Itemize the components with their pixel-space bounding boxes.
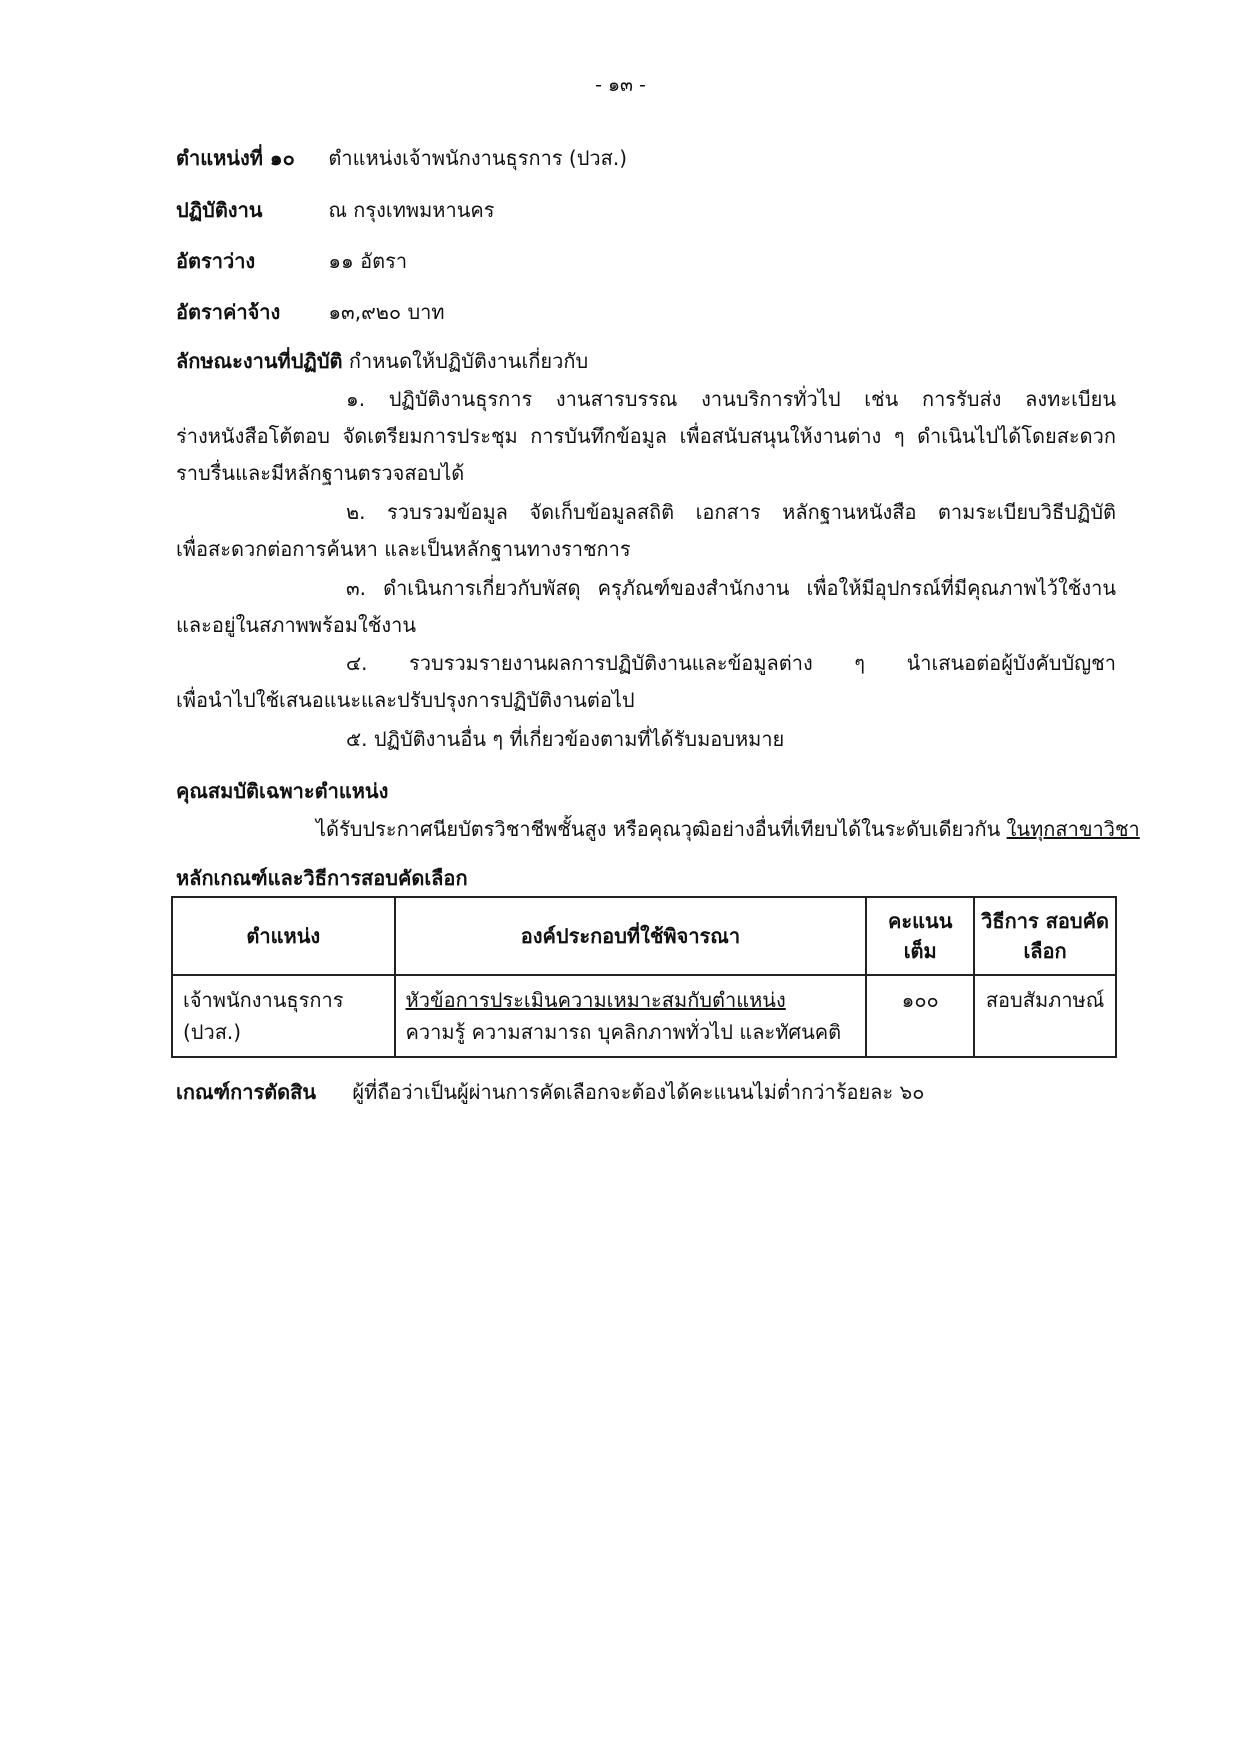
duty-1-line-1: ๑. ปฏิบัติงานธุรการ งานสารบรรณ งานบริการทั่วไป เช่น การรับส่ง ลงทะเบียน: [346, 387, 1116, 411]
passing-row: [176, 1076, 924, 1108]
duties-intro: กำหนดให้ปฏิบัติงานเกี่ยวกับ: [348, 349, 589, 373]
passing-label: เกณฑ์การตัดสิน: [176, 1080, 317, 1104]
table-row: [172, 975, 1116, 1057]
duty-item-4: [176, 645, 1116, 719]
duty-4-line-2: เพื่อนำไปใช้เสนอแนะและปรับปรุงการปฏิบัติงานต่อไป: [176, 688, 635, 712]
cell-position-line-1: เจ้าพนักงานธุรการ: [183, 988, 344, 1012]
qualification-field: ในทุกสาขาวิชา: [1006, 817, 1140, 841]
cell-position: [172, 975, 395, 1057]
cell-components: [395, 975, 867, 1057]
duty-3-line-2: และอยู่ในสภาพพร้อมใช้งาน: [176, 613, 416, 637]
passing-text: ผู้ที่ถือว่าเป็นผู้ผ่านการคัดเลือกจะต้องได้คะแนนไม่ต่ำกว่าร้อยละ ๖๐: [352, 1080, 925, 1104]
qualification-heading: คุณสมบัติเฉพาะตำแหน่ง: [176, 779, 389, 803]
column-header-position: ตำแหน่ง: [172, 897, 395, 975]
duty-1-line-3: ราบรื่นและมีหลักฐานตรวจสอบได้: [176, 461, 465, 485]
duties-heading: ลักษณะงานที่ปฏิบัติ: [176, 349, 343, 373]
criteria-heading: หลักเกณฑ์และวิธีการสอบคัดเลือก: [176, 866, 468, 890]
cell-method: สอบสัมภาษณ์: [974, 975, 1116, 1057]
wage-value: ๑๓,๙๒๐ บาท: [328, 300, 445, 324]
criteria-heading-row: [176, 862, 468, 894]
column-header-components: องค์ประกอบที่ใช้พิจารณา: [395, 897, 867, 975]
qualification-heading-row: [176, 775, 388, 807]
duty-4-line-1: ๔. รวบรวมรายงานผลการปฏิบัติงานและข้อมูลต่าง ๆ นำเสนอต่อผู้บังคับบัญชา: [346, 651, 1116, 675]
workplace-row: [176, 194, 494, 226]
position-row: [176, 142, 627, 174]
wage-label: อัตราค่าจ้าง: [176, 300, 281, 324]
position-value: ตำแหน่งเจ้าพนักงานธุรการ (ปวส.): [328, 146, 627, 170]
page-number: - ๑๓ -: [595, 74, 646, 96]
vacancies-value: ๑๑ อัตรา: [328, 249, 408, 273]
criteria-header-row: [172, 897, 1116, 975]
duty-1-line-2: ร่างหนังสือโต้ตอบ จัดเตรียมการประชุม การบันทึกข้อมูล เพื่อสนับสนุนให้งานต่าง ๆ ดำเนินไปได้โดยสะดวก: [176, 424, 1116, 448]
duty-3-line-1: ๓. ดำเนินการเกี่ยวกับพัสดุ ครุภัณฑ์ของสำนักงาน เพื่อให้มีอุปกรณ์ที่มีคุณภาพไว้ใช้งาน: [346, 576, 1116, 600]
workplace-value: ณ กรุงเทพมหานคร: [328, 198, 495, 222]
duties-heading-row: [176, 345, 588, 377]
criteria-table: [171, 896, 1117, 1058]
duty-item-1: [176, 381, 1116, 492]
qualification-text-row: [316, 813, 1140, 845]
position-label: ตำแหน่งที่ ๑๐: [176, 146, 295, 170]
cell-position-line-2: (ปวส.): [183, 1020, 242, 1044]
wage-row: [176, 296, 445, 328]
duty-item-3: [176, 570, 1116, 644]
qualification-text: ได้รับประกาศนียบัตรวิชาชีพชั้นสูง หรือคุณวุฒิอย่างอื่นที่เทียบได้ในระดับเดียวกัน: [316, 817, 1001, 841]
column-header-full-score: คะแนน เต็ม: [866, 897, 974, 975]
cell-topic-detail: ความรู้ ความสามารถ บุคลิกภาพทั่วไป และทัศนคติ: [405, 1020, 842, 1044]
duty-item-2: [176, 494, 1116, 568]
cell-score: ๑๐๐: [866, 975, 974, 1057]
duty-5-line-1: ๕. ปฏิบัติงานอื่น ๆ ที่เกี่ยวข้องตามที่ได้รับมอบหมาย: [346, 727, 785, 751]
duty-2-line-2: เพื่อสะดวกต่อการค้นหา และเป็นหลักฐานทางราชการ: [176, 537, 631, 561]
cell-topic: หัวข้อการประเมินความเหมาะสมกับตำแหน่ง: [405, 988, 786, 1012]
vacancies-row: [176, 245, 407, 277]
duty-item-5: [176, 721, 1116, 758]
column-header-method: วิธีการ สอบคัดเลือก: [974, 897, 1116, 975]
duty-2-line-1: ๒. รวบรวมข้อมูล จัดเก็บข้อมูลสถิติ เอกสาร หลักฐานหนังสือ ตามระเบียบวิธีปฏิบัติ: [346, 500, 1116, 524]
vacancies-label: อัตราว่าง: [176, 249, 256, 273]
workplace-label: ปฏิบัติงาน: [176, 198, 263, 222]
